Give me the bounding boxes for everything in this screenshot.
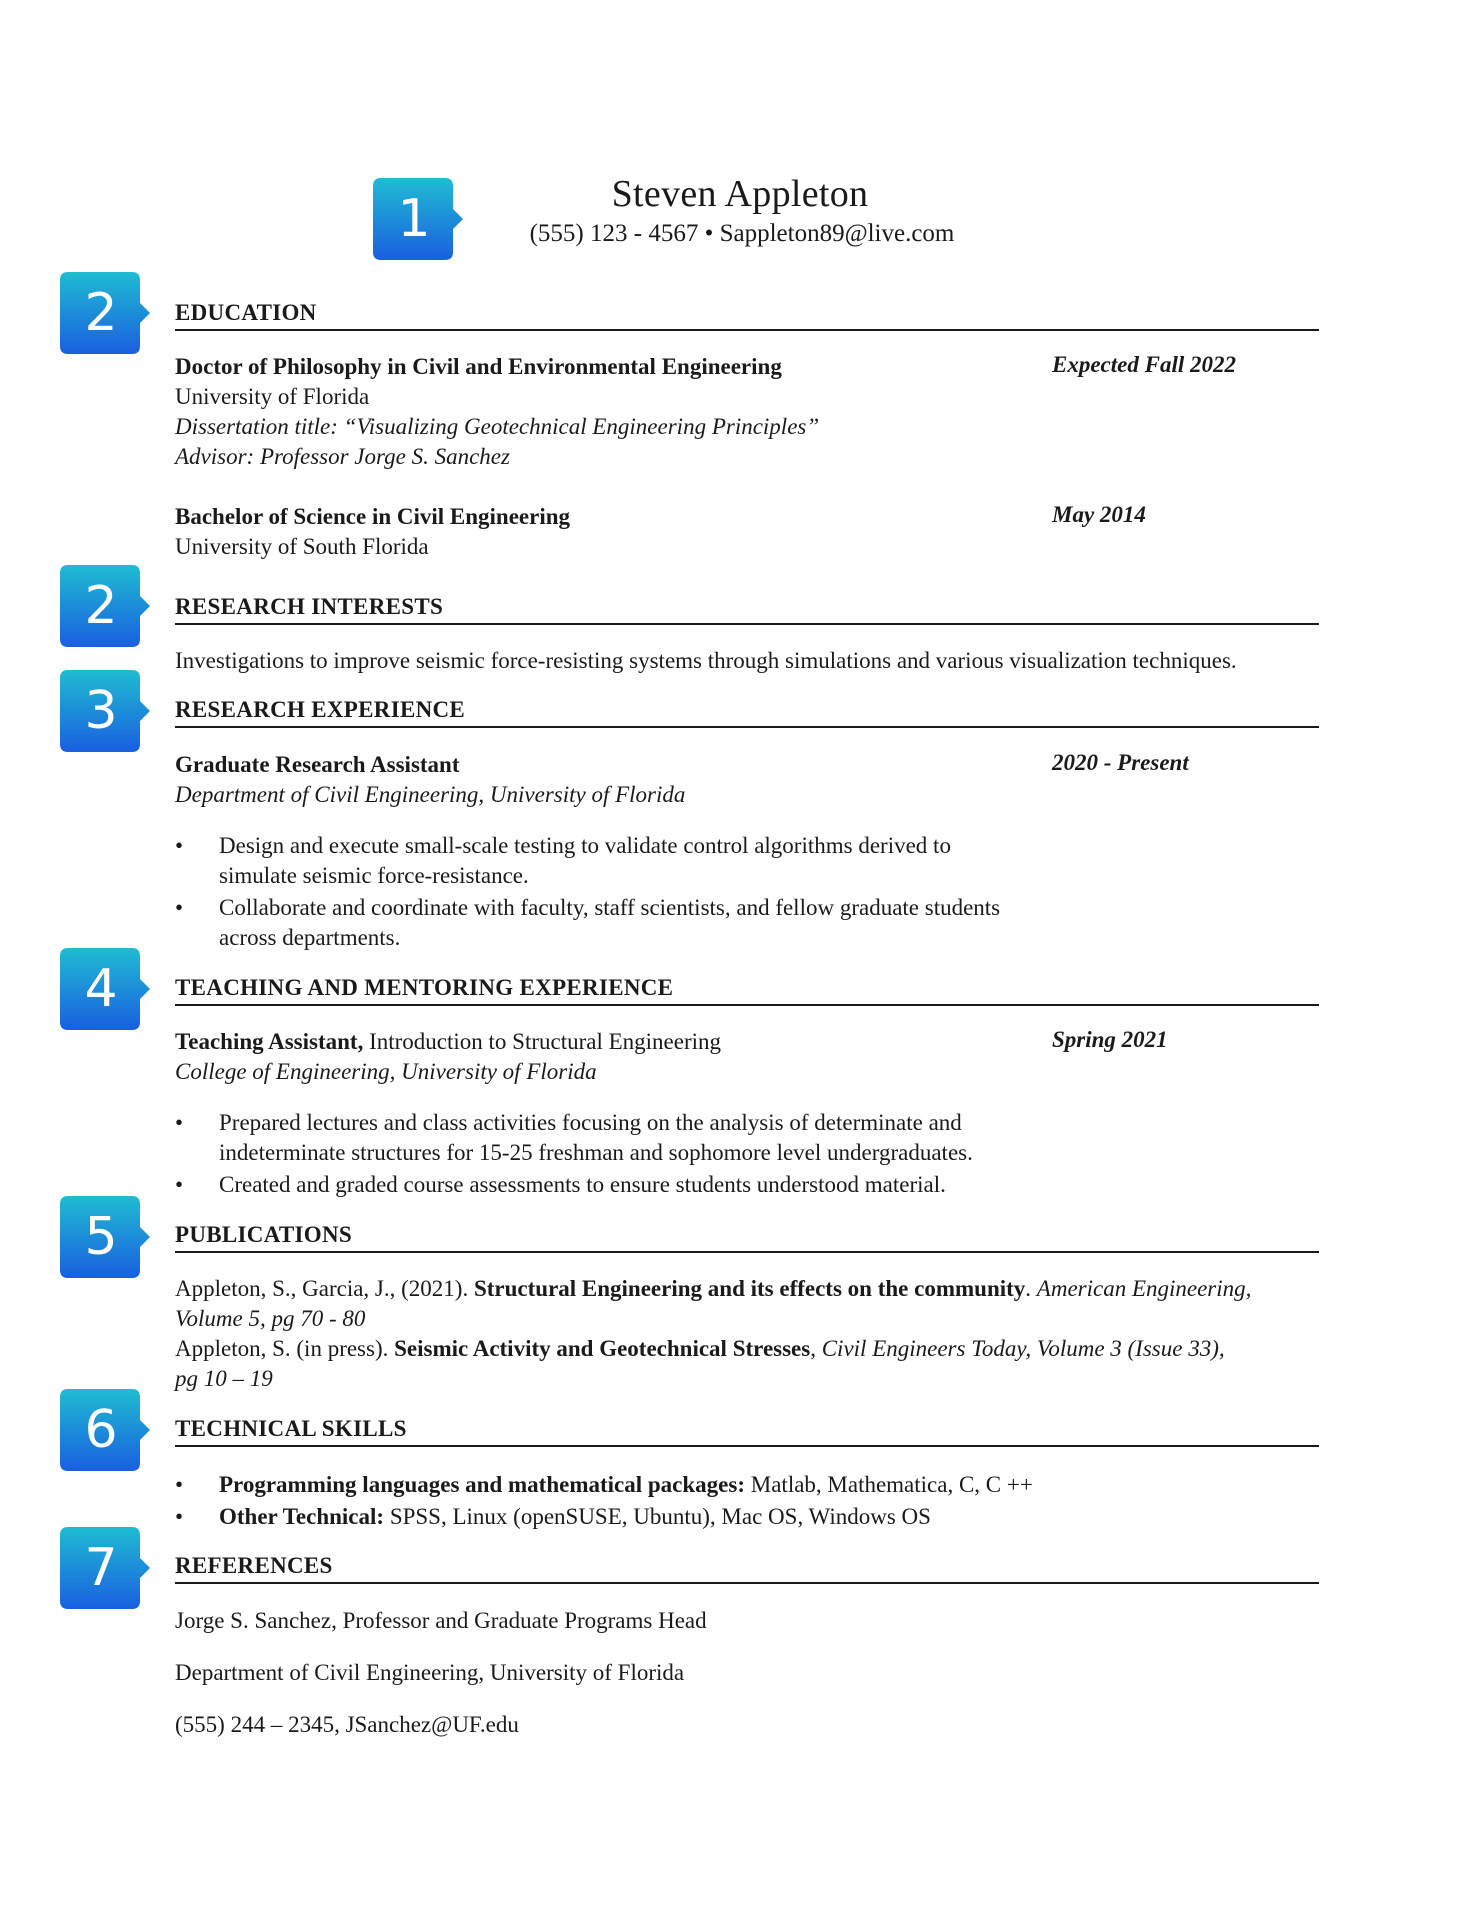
section-title-skills: TECHNICAL SKILLS	[175, 1416, 407, 1441]
research-dept: Department of Civil Engineering, University of Florida	[175, 782, 686, 807]
section-divider	[175, 1445, 1319, 1447]
section-divider	[175, 1251, 1319, 1253]
pub-title: Seismic Activity and Geotechnical Stresses	[394, 1336, 811, 1361]
pub-journal: Civil Engineers Today, Volume 3 (Issue 33),	[821, 1336, 1225, 1361]
bullet-text: indeterminate structures for 15-25 freshman and sophomore level undergraduates.	[219, 1140, 973, 1165]
section-divider	[175, 726, 1319, 728]
bullet-text: Prepared lectures and class activities focusing on the analysis of determinate and	[219, 1110, 962, 1135]
badge-number: 3	[84, 681, 118, 741]
section-number-badge-3	[60, 670, 142, 752]
bs-degree: Bachelor of Science in Civil Engineering	[175, 504, 571, 529]
bullet-text: Created and graded course assessments to ensure students understood material.	[219, 1172, 946, 1197]
bs-school: University of South Florida	[175, 534, 429, 559]
reference-dept: Department of Civil Engineering, University of Florida	[175, 1660, 685, 1685]
teaching-course: Introduction to Structural Engineering	[363, 1029, 722, 1054]
publication-2	[175, 1334, 1225, 1364]
section-divider	[175, 623, 1319, 625]
section-title-education: EDUCATION	[175, 300, 317, 325]
pub-sep: .	[1025, 1276, 1037, 1301]
publication-1-cont: Volume 5, pg 70 - 80	[175, 1306, 366, 1331]
section-number-badge-4	[60, 948, 142, 1030]
publication-1	[175, 1274, 1251, 1304]
badge-number: 1	[397, 189, 431, 249]
badge-number: 2	[84, 283, 118, 343]
badge-number: 6	[84, 1400, 118, 1460]
badge-number: 4	[84, 959, 118, 1019]
reference-name: Jorge S. Sanchez, Professor and Graduate Programs Head	[175, 1608, 707, 1633]
skills-row-1	[219, 1469, 1033, 1500]
research-date: 2020 - Present	[1052, 750, 1189, 775]
research-interests-text: Investigations to improve seismic force-resisting systems through simulations and various visualization techniques.	[175, 648, 1237, 673]
bullet-glyph: •	[175, 833, 184, 858]
pub-journal: American Engineering,	[1036, 1276, 1252, 1301]
section-number-badge-2	[60, 272, 142, 354]
teaching-role: Teaching Assistant,	[175, 1029, 364, 1054]
bullet-text: across departments.	[219, 925, 401, 950]
section-title-references: REFERENCES	[175, 1553, 333, 1578]
bullet-glyph: •	[175, 1110, 184, 1135]
phd-school: University of Florida	[175, 384, 370, 409]
phd-date: Expected Fall 2022	[1052, 352, 1236, 377]
phd-degree: Doctor of Philosophy in Civil and Environmental Engineering	[175, 354, 782, 379]
section-divider	[175, 1582, 1319, 1584]
section-title-publications: PUBLICATIONS	[175, 1222, 352, 1247]
section-number-badge-5	[60, 1196, 142, 1278]
teaching-role-line	[175, 1027, 721, 1057]
section-title-research-experience: RESEARCH EXPERIENCE	[175, 697, 466, 722]
phd-advisor: Advisor: Professor Jorge S. Sanchez	[175, 444, 510, 469]
research-role: Graduate Research Assistant	[175, 752, 460, 777]
publication-2-cont: pg 10 – 19	[175, 1366, 273, 1391]
pub-title: Structural Engineering and its effects on the community	[473, 1276, 1026, 1301]
bullet-glyph: •	[175, 895, 184, 920]
bullet-glyph: •	[175, 1172, 184, 1197]
name-text: Steven Appleton	[611, 173, 869, 215]
bullet-text: simulate seismic force-resistance.	[219, 863, 529, 888]
section-divider	[175, 1004, 1319, 1006]
section-number-badge-6	[60, 1389, 142, 1471]
skills-row-2	[219, 1501, 931, 1532]
bs-date: May 2014	[1052, 502, 1146, 527]
skill-value: SPSS, Linux (openSUSE, Ubuntu), Mac OS, Windows OS	[384, 1504, 931, 1529]
contact-info: (555) 123 - 4567 • Sappleton89@live.com	[529, 220, 955, 247]
badge-number: 2	[84, 576, 118, 636]
bullet-text: Collaborate and coordinate with faculty, staff scientists, and fellow graduate students	[219, 895, 1001, 920]
bullet-text: Design and execute small-scale testing to validate control algorithms derived to	[219, 833, 951, 858]
teaching-date: Spring 2021	[1052, 1027, 1168, 1052]
badge-number: 7	[84, 1538, 118, 1598]
skill-value: Matlab, Mathematica, C, C ++	[745, 1472, 1033, 1497]
teaching-college: College of Engineering, University of Florida	[175, 1059, 597, 1084]
bullet-glyph: •	[175, 1504, 184, 1529]
section-number-badge-7	[60, 1527, 142, 1609]
section-divider	[175, 329, 1319, 331]
bullet-glyph: •	[175, 1472, 184, 1497]
skill-label: Other Technical:	[219, 1504, 385, 1529]
skill-label: Programming languages and mathematical packages:	[219, 1472, 746, 1497]
pub-authors: Appleton, S. (in press).	[175, 1336, 395, 1361]
resume-name	[0, 172, 1484, 216]
pub-sep: ,	[810, 1336, 822, 1361]
section-title-research-interests: RESEARCH INTERESTS	[175, 594, 444, 619]
phd-dissertation: Dissertation title: “Visualizing Geotechnical Engineering Principles”	[175, 414, 820, 439]
reference-contact: (555) 244 – 2345, JSanchez@UF.edu	[175, 1712, 519, 1737]
badge-number: 5	[84, 1207, 118, 1267]
pub-authors: Appleton, S., Garcia, J., (2021).	[175, 1276, 474, 1301]
section-title-teaching: TEACHING AND MENTORING EXPERIENCE	[175, 975, 674, 1000]
section-number-badge-2b	[60, 565, 142, 647]
